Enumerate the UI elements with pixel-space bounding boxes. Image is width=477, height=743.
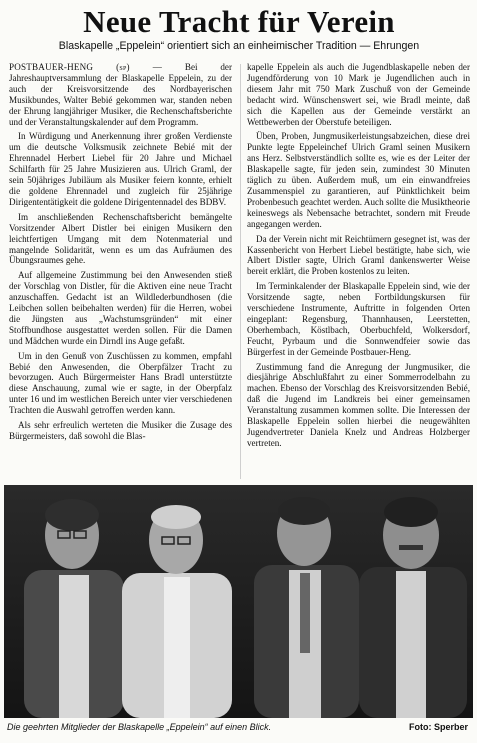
paragraph: POSTBAUER-HENG (sp) — Bei der Jahreshauptversammlung der Blaskapelle Eppelein, zu der auch der Kreisvorsitzende des Nordbayerischen Musikbundes, Walter Bebié gekommen war, standen neben der Ehrung langjähriger Musiker, die Rechenschaftsberichte und der Veranstaltungskalender auf dem Programm. <box>9 62 232 127</box>
paragraph: Auf allgemeine Zustimmung bei den Anwesenden stieß der Vorschlag von Distler, für die Aktiven eine neue Tracht anzuschaffen. Gedacht ist an Wildlederbundhosen (die Leibchen sollen beibehalten werden) für die Herren, wobei die Jüngsten aus „Wachstumsgründen“ mit einer Stoffbundhose ausgestattet werden sollen. Für die Damen und Mädchen wurde ein Dirndl ins Auge gefaßt. <box>9 270 232 346</box>
paragraph: Um in den Genuß von Zuschüssen zu kommen, empfahl Bebié den Anwesenden, die Oberpfälzer Tracht zu bevorzugen. Auch Bürgermeister Hans Bradl unterstützte diese Anschauung, zumal wie er sagte, in der Oberpfalz unter 16 und im westlichen Bereich unter vier verschiedenen Trachten die Auswahl getroffen werden kann. <box>9 350 232 416</box>
group-photo-icon <box>4 485 473 718</box>
paragraph: Im anschließenden Rechenschaftsbericht bemängelte Vorsitzender Albert Distler bei einigen Musikern den leichtfertigen Umgang mit dem Notenmaterial und mangelnde Solidarität, wenn es um das Aufräumen des Übungsraumes gehe. <box>9 211 232 266</box>
paragraph: Als sehr erfreulich werteten die Musiker die Zusage des Bürgermeisters, daß sowohl die Blas- <box>9 420 232 441</box>
subheadline: Blaskapelle „Eppelein“ orientiert sich an einheimischer Tradition — Ehrungen <box>58 40 420 52</box>
group-photo <box>4 485 473 718</box>
column-divider <box>240 64 241 479</box>
paragraph: Üben, Proben, Jungmusikerleistungsabzeichen, diese drei Punkte legte Eppeleinchef Ulrich Graml seinen Musikern ans Herz. Selbstverständlich sollte es, wie es der Leiter der Blaskapelle sagte, für jeden sein, zumindest 30 Minuten täglich zu üben. Außerdem muß, um ein einwandfreies Zusammenspiel zu garantieren, auf Pünktlichkeit beim Probenbesuch geachtet werden. Auch sollte die Musiktheorie keineswegs als Nebensache betrachtet, sondern mit Freude angegangen werden. <box>247 131 470 229</box>
article-column-left <box>9 62 232 482</box>
paragraph: Zustimmung fand die Anregung der Jungmusiker, die diesjährige Abschlußfahrt zu einer Sommerrodelbahn zu machen. Ebenso der Vorschlag des Kreisvorsitzenden Bebié, daß die Jugend im Landkreis bei einer gemeinsamen Veranstaltung zusammen kommen sollte. Die Interessen der Blaskapelle Eppelein sollen hierbei die neugewählten Jugendvertreter Daniela Knelz und Andreas Holzberger vertreten. <box>247 361 470 448</box>
dateline: POSTBAUER-HENG (sp) — <box>9 62 163 72</box>
paragraph: Im Terminkalender der Blaskapalle Eppelein sind, wie der Vorsitzende sagte, neben Fortbildungskursen für verschiedene Instrumente, Auftritte in folgenden Orten eingeplant: Regensburg, Thannhausen, Leerstetten, Oberhembach, Köstlbach, Oberbuchfeld, Wolkersdorf, Feucht, Pyrbaum und die Sonnwendfeier sowie das Bürgerfest in der Gemeinde Postbauer-Heng. <box>247 281 470 357</box>
paragraph: In Würdigung und Anerkennung ihrer großen Verdienste um die deutsche Volksmusik zeichnete Bebié mit der Ehrennadel Herbert Liebel für 20 Jahre und Michael Schilfarth für 25 Jahre Musizieren aus. Ulrich Graml, der sein 50jähriges Jubiläum als Musiker feiern konnte, erhielt die goldene Ehrennadel und zugleich für 25jährige Dirigententätigkeit die goldene Dirigentennadel des BDBV. <box>9 131 232 207</box>
paragraph: kapelle Eppelein als auch die Jugendblaskapelle neben der Jugendförderung von 10 Mark je Jugendlichen auch in diesem Jahr mit 750 Mark Zuschuß von der Gemeinde bedacht wird. Wünschenswert sei, wie Bradl meinte, daß sich die Kapellen aus der Gemeinde verstärkt an Wettbewerben der Oberstufe beteiligen. <box>247 62 470 127</box>
photo-caption: Die geehrten Mitglieder der Blaskapelle „Eppelein“ auf einen Blick. <box>7 722 272 732</box>
headline: Neue Tracht für Verein <box>83 4 395 39</box>
article-column-right <box>247 62 470 482</box>
photo-credit: Foto: Sperber <box>408 722 468 732</box>
paragraph: Da der Verein nicht mit Reichtümern gesegnet ist, was der Kassenbericht von Herbert Liebel bestätigte, habe sich, wie Albert Distler sagte, Ulrich Graml dankenswerter Weise bereit erklärt, die Proben kostenlos zu leiten. <box>247 233 470 277</box>
